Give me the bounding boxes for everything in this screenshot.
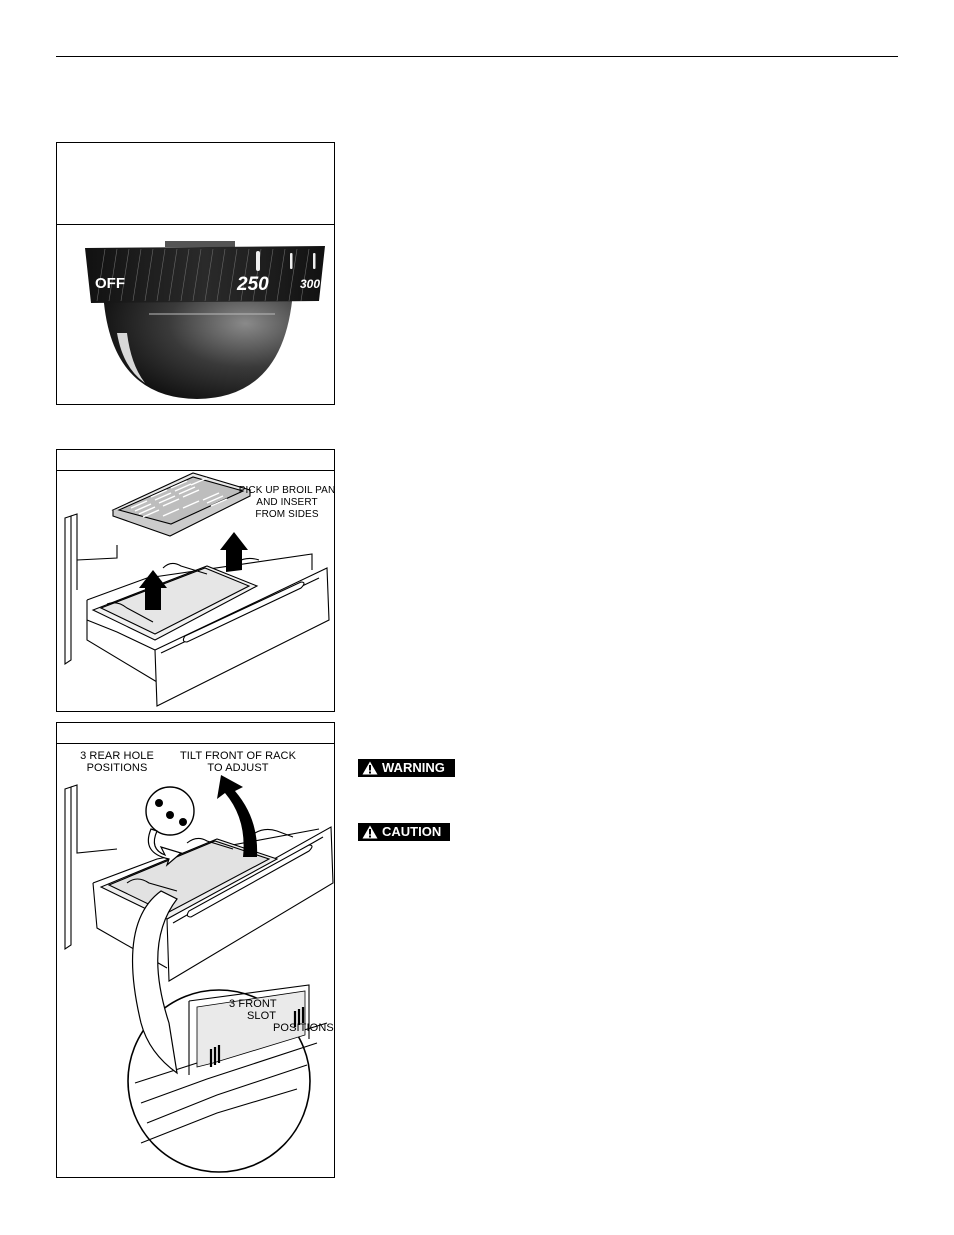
rear-hole-1 [155,799,163,807]
caution-badge [358,823,450,841]
lift-arrow-right [220,532,248,572]
rear-hole-2 [166,811,174,819]
rack-positions-figure-panel [56,722,335,1178]
warning-label: WARNING [382,760,445,775]
caution-label: CAUTION [382,824,442,839]
knob-illustration [57,143,336,406]
dial-label-300: 300 [300,277,321,291]
tick-minor [290,253,293,269]
pointer-marker [165,241,235,247]
knob-body [103,291,293,399]
broil-pan-callout: PICK UP BROIL PAN AND INSERT FROM SIDES [238,485,336,520]
top-rule [56,56,898,57]
tilt-rack-callout: TILT FRONT OF RACK TO ADJUST [179,750,297,774]
dial-label-250: 250 [237,274,269,295]
rear-hole-callout: 3 REAR HOLE POSITIONS [80,750,154,774]
tick-300 [313,253,316,269]
warning-icon [362,761,378,775]
knob-figure-panel [56,142,335,405]
caution-icon [362,825,378,839]
tick-250 [256,251,260,271]
dial-label-off: OFF [95,275,125,292]
front-slot-callout: 3 FRONT SLOT POSITIONS [229,998,334,1034]
rack-positions-illustration [57,723,336,1179]
rear-hole-3 [179,818,187,826]
broil-pan-figure-panel [56,449,335,712]
warning-badge [358,759,455,777]
